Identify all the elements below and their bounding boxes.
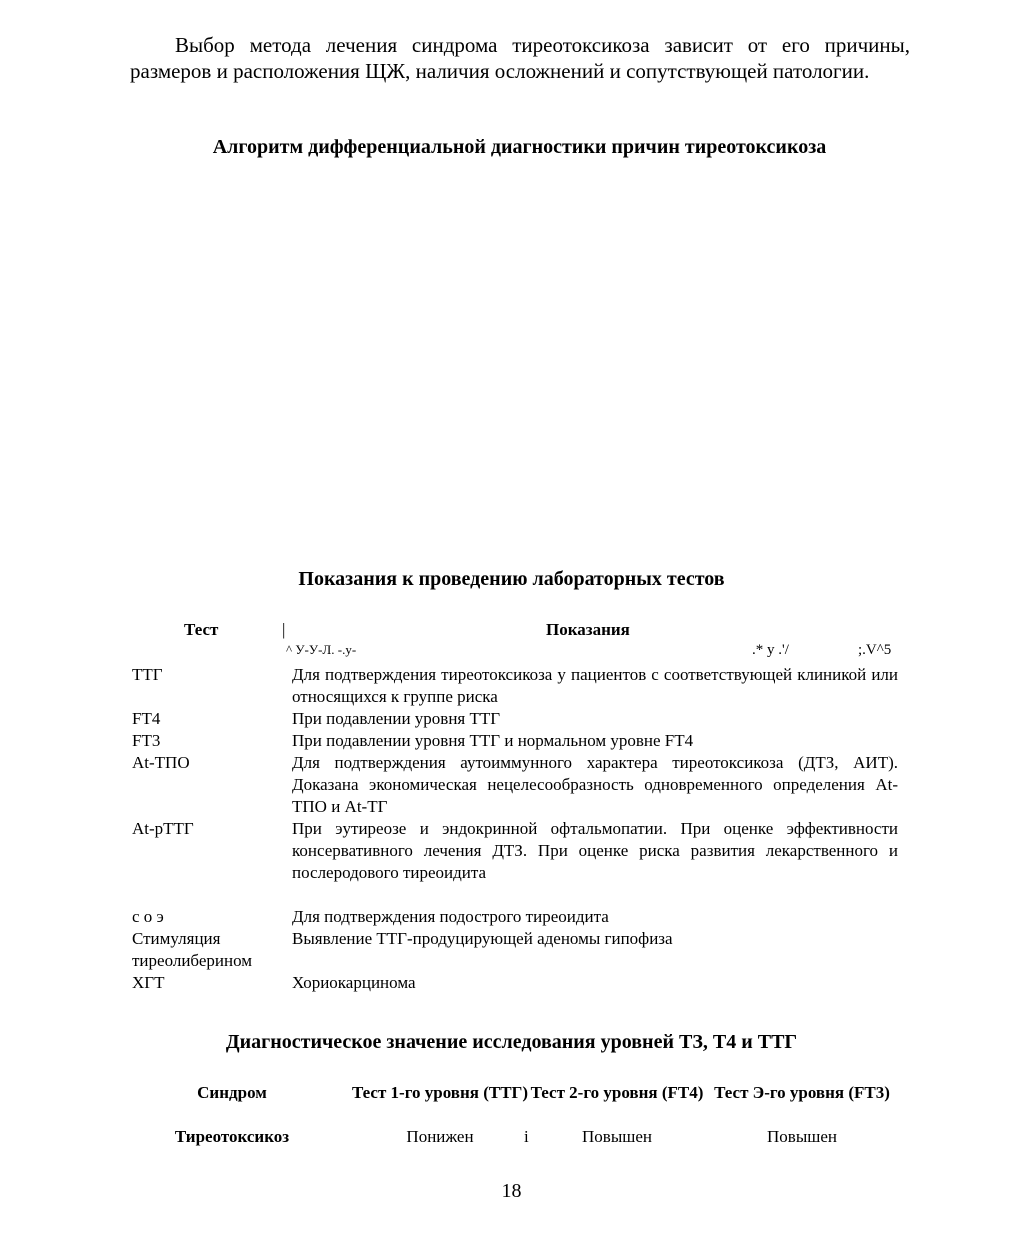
table-row [132,708,900,730]
table-row [132,752,900,818]
lab-test-indication: При эутиреозе и эндокринной офтальмопатии. При оценке эффективности консервативного лечения ДТЗ. При оценке риска развития лекарственного и послеродового тиреоидита [292,819,898,882]
diag-syndrome: Тиреотоксикоз [174,1127,290,1146]
lab-indications-heading: Показания к проведению лабораторных тестов [298,568,725,590]
lab-test-name: ХГТ [132,973,165,992]
lab-test-name: с о э [132,907,164,926]
algorithm-heading: Алгоритм дифференциальной диагностики причин тиреотоксикоза [212,136,827,158]
intro-paragraph: Выбор метода лечения синдрома тиреотоксикоза зависит от его причины, размеров и расположения ЩЖ, наличия осложнений и сопутствующей патологии. [130,33,910,83]
algorithm-diagram-area [130,170,910,550]
diag-header-level3: Тест Э-го уровня (FT3) [714,1083,890,1102]
lab-test-indication: Хориокарцинома [292,973,416,992]
diag-level1-value: Понижен [406,1127,474,1146]
scan-artifact: i [524,1127,529,1146]
lab-test-name: Стимуляция тиреолиберином [132,929,253,970]
table-row [132,818,900,884]
lab-test-name: At-pTTГ [132,819,194,838]
table-row [132,1126,900,1150]
diag-header-level1: Тест 1-го уровня (ТТГ) [351,1083,529,1102]
table-row [132,928,900,972]
lab-test-indication: При подавлении уровня ТТГ [292,709,501,728]
lab-test-name: FT4 [132,709,161,728]
lab-test-name: FT3 [132,731,161,750]
table-row [132,664,900,708]
lab-test-name: At-ТПО [132,753,190,772]
diagnostic-table-header [132,1082,900,1126]
lab-tests-table [132,620,900,994]
lab-test-indication: Для подтверждения аутоиммунного характера тиреотоксикоза (ДТЗ, АИТ). Доказана экономическая нецелесообразность одновременного определения At-ТПО и At-ТГ [292,753,898,816]
diagnostic-value-heading: Диагностическое значение исследования уровней ТЗ, Т4 и ТТГ [225,1031,798,1053]
page-number: 18 [501,1180,522,1202]
table-row [132,972,900,994]
diag-header-level2: Тест 2-го уровня (FT4) [530,1083,704,1102]
lab-table-header [132,620,900,642]
lab-test-indication: При подавлении уровня ТТГ и нормальном уровне FT4 [292,731,694,750]
lab-test-indication: Для подтверждения тиреотоксикоза у пациентов с соответствующей клиникой или относящихся к группе риска [292,665,898,706]
lab-test-name: ТТГ [132,665,163,684]
lab-header-test: Тест [184,620,219,639]
diag-level3-value: Повышен [767,1127,837,1146]
scan-artifact: .* у .'/ [752,642,789,658]
lab-header-separator: | [282,620,286,639]
scan-artifact: ^ У-У-Л. -.у- [286,642,357,657]
lab-test-indication: Выявление ТТГ-продуцирующей аденомы гипофиза [292,929,673,948]
diagnostic-table [132,1082,900,1150]
diag-level2-value: Повышен [582,1127,652,1146]
table-row [132,906,900,928]
scan-artifact-row [132,642,900,664]
lab-header-indications: Показания [546,620,630,639]
diag-header-syndrome: Синдром [197,1083,267,1102]
lab-test-indication: Для подтверждения подострого тиреоидита [292,907,609,926]
scan-artifact: ;.V^5 [858,642,892,658]
table-row [132,730,900,752]
